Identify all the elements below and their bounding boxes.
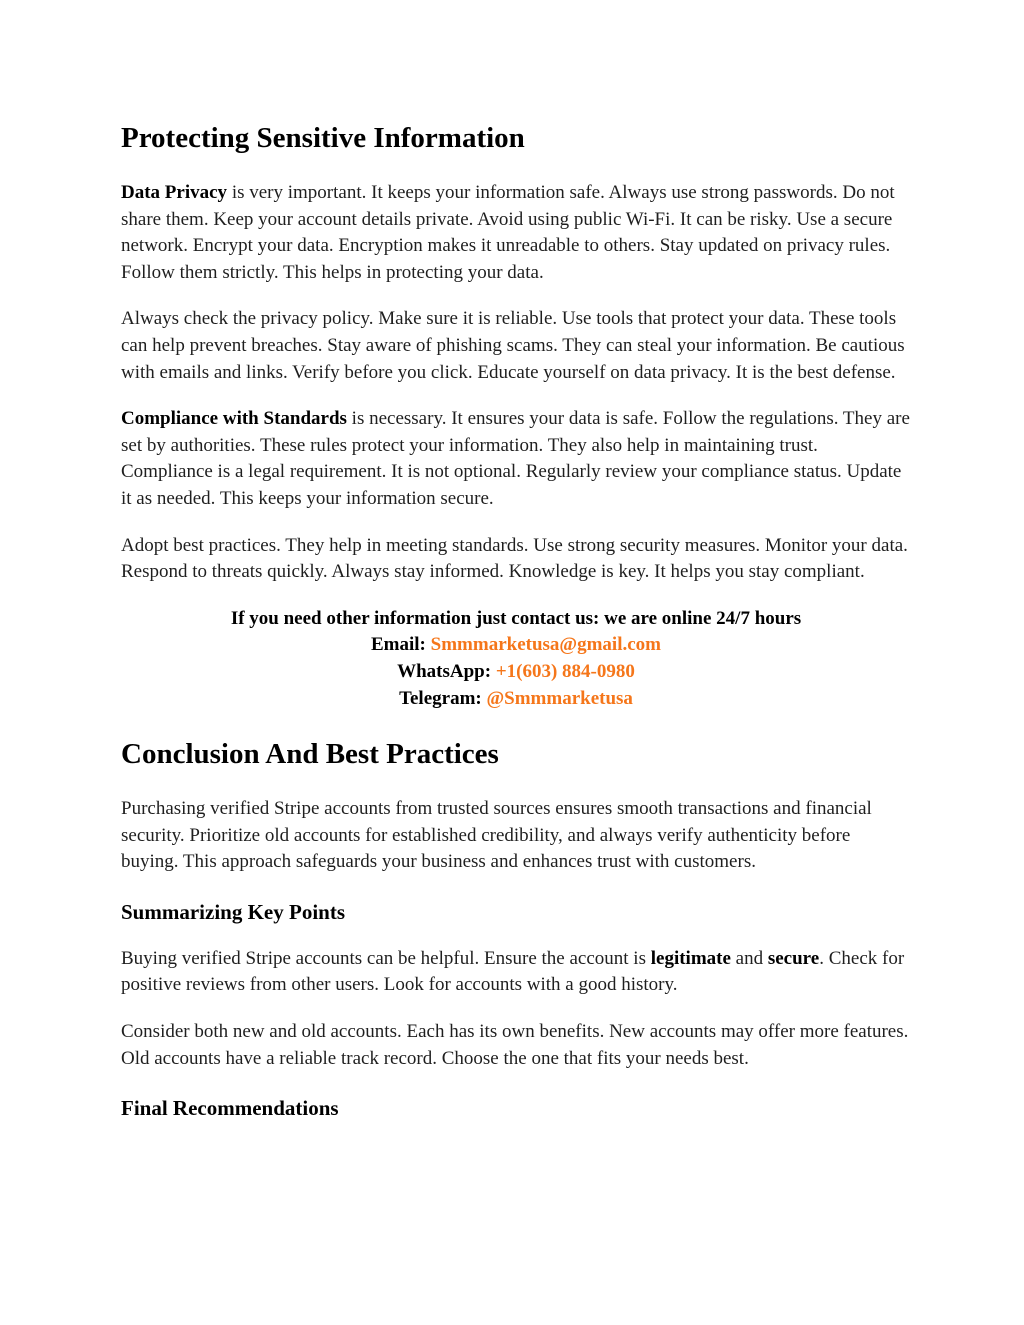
paragraph-conclusion: Purchasing verified Stripe accounts from trusted sources ensures smooth transactions and financial security. Prioritize old accounts for established credibility, and always verify authenticity before buying. This approach safeguards your business and enhances trust with customers.: [121, 798, 872, 873]
whatsapp-label: WhatsApp:: [397, 660, 496, 682]
bold-term-secure: secure: [767, 947, 820, 969]
contact-email-line: [121, 632, 911, 659]
bold-term-legitimate: legitimate: [650, 947, 731, 969]
heading-final-recommendations: Final Recommendations: [121, 1096, 339, 1121]
contact-telegram-line: [121, 686, 911, 713]
telegram-label: Telegram:: [399, 687, 487, 709]
contact-whatsapp-line: [121, 659, 911, 686]
paragraph-best-practices: Adopt best practices. They help in meeting standards. Use strong security measures. Monitor your data. Respond to threats quickly. Always stay informed. Knowledge is key. It helps you stay compliant.: [121, 534, 908, 583]
contact-intro: If you need other information just contact us: we are online 24/7 hours: [230, 607, 802, 629]
email-link[interactable]: Smmmarketusa@gmail.com: [430, 634, 661, 656]
paragraph-text: and: [730, 947, 768, 969]
email-label: Email:: [371, 634, 431, 656]
contact-block: [121, 606, 911, 712]
paragraph-text: . Check for positive reviews from other users. Look for accounts with a good history.: [121, 947, 905, 996]
heading-summarizing-key-points: Summarizing Key Points: [121, 899, 345, 924]
paragraph-privacy-policy: Always check the privacy policy. Make sure it is reliable. Use tools that protect your data. These tools can help prevent breaches. Stay aware of phishing scams. They can steal your information. Be cautious with emails and links. Verify before you click. Educate yourself on data privacy. It is the best defense.: [121, 308, 905, 383]
whatsapp-link[interactable]: +1(603) 884-0980: [495, 660, 635, 682]
paragraph-data-privacy: [121, 180, 911, 286]
paragraph-compliance: [121, 406, 911, 512]
bold-term-data-privacy: Data Privacy: [121, 182, 228, 203]
bold-term-compliance: Compliance with Standards: [121, 408, 347, 430]
telegram-link[interactable]: @Smmmarketusa: [486, 687, 633, 709]
document-content: [121, 118, 911, 1122]
paragraph-text: Buying verified Stripe accounts can be helpful. Ensure the account is: [121, 947, 651, 969]
paragraph-text: is very important. It keeps your information safe. Always use strong passwords. Do not share them. Keep your account details private. Avoid using public Wi-Fi. It can be risky. Use a secure network. Encrypt your data. Encryption makes it unreadable to others. Stay updated on privacy rules. Follow them strictly. This helps in protecting your data.: [121, 182, 895, 283]
paragraph-buying-verified: [121, 946, 911, 999]
heading-conclusion: Conclusion And Best Practices: [121, 738, 499, 771]
paragraph-text: is necessary. It ensures your data is safe. Follow the regulations. They are set by authorities. These rules protect your information. They also help in maintaining trust. Compliance is a legal requirement. It is not optional. Regularly review your compliance status. Update it as needed. This keeps your information secure.: [121, 408, 910, 509]
heading-protecting-sensitive-information: Protecting Sensitive Information: [121, 122, 525, 154]
paragraph-new-old-accounts: Consider both new and old accounts. Each has its own benefits. New accounts may offer more features. Old accounts have a reliable track record. Choose the one that fits your needs best.: [121, 1021, 909, 1069]
